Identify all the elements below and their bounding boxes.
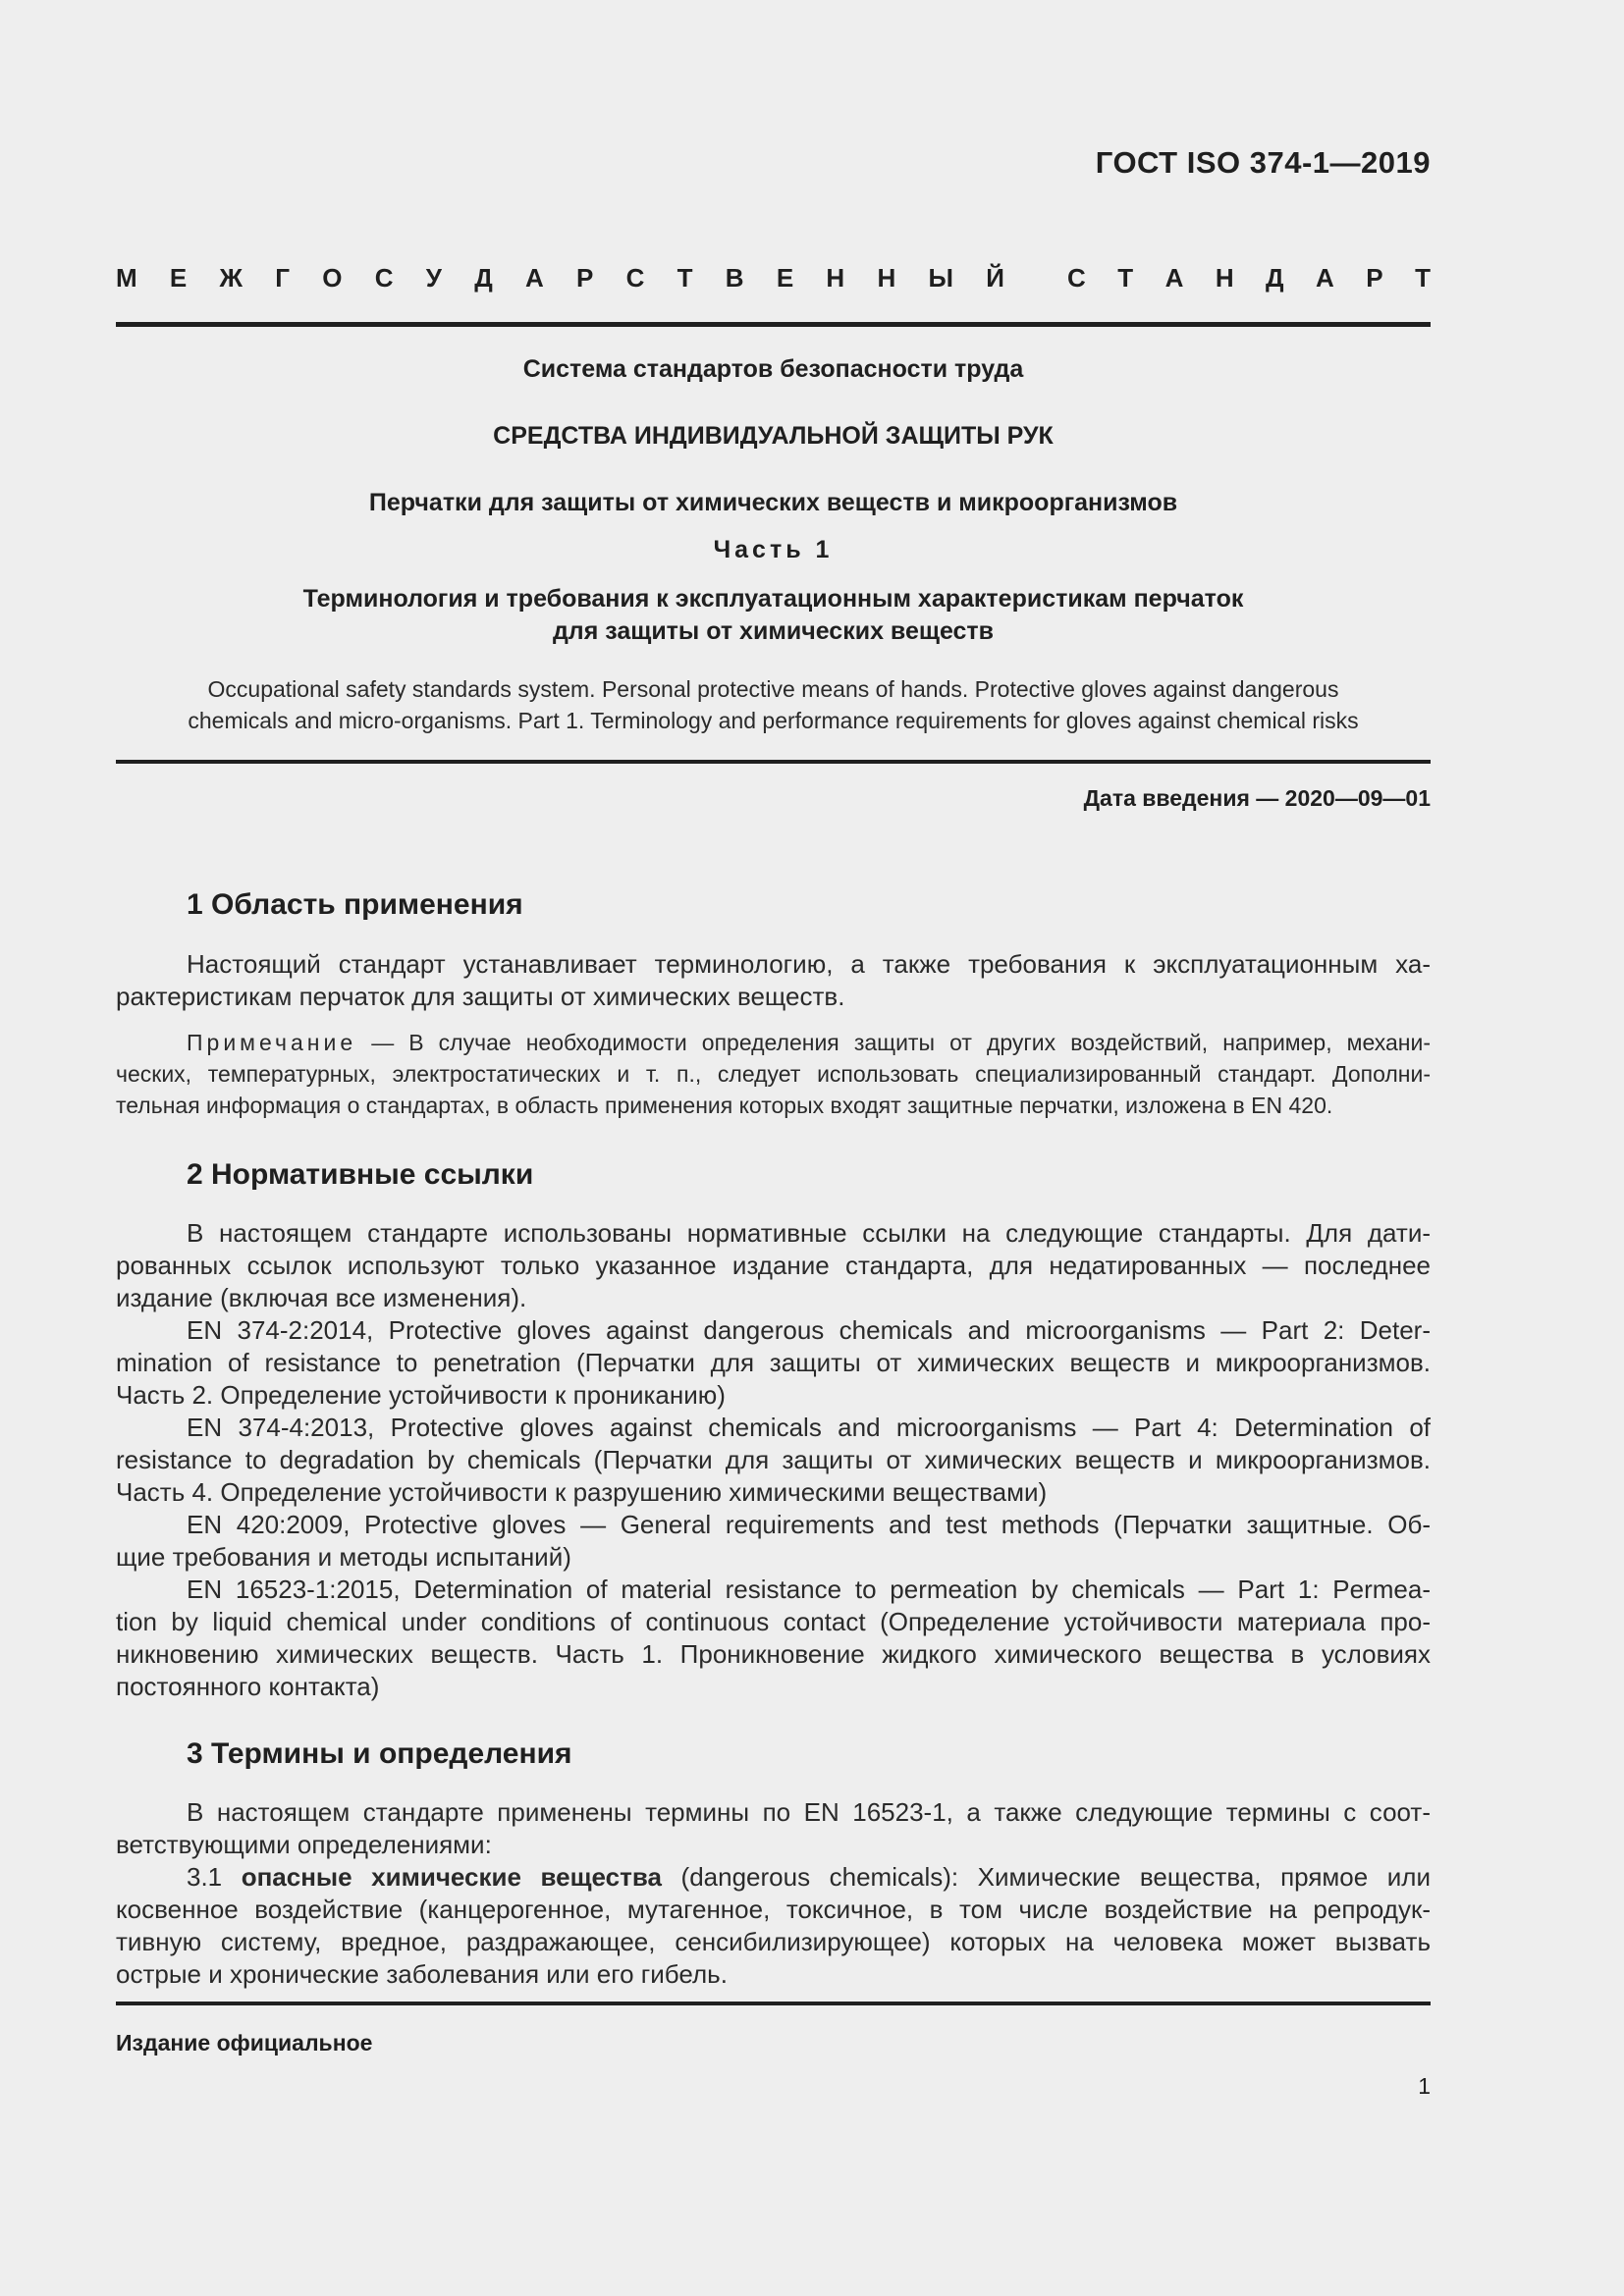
section2-line: EN 420:2009, Protective gloves — General requirements and test methods (Перчатки защитные. Об- [187,1510,1431,1539]
section2-line: Часть 4. Определение устойчивости к разрушению химическими веществами) [116,1477,1048,1507]
kind-letter: О [322,263,343,293]
section3-line: ветствующими определениями: [116,1830,492,1859]
kind-letter: С [625,263,645,293]
kind-letter: У [425,263,442,293]
section2-line: EN 374-4:2013, Protective gloves against chemicals and microorganisms — Part 4: Determination of [187,1413,1431,1442]
section2-line: рованных ссылок используют только указанное издание стандарта, для недатированных — последнее [116,1251,1431,1280]
title-divider [116,760,1431,764]
section1-line: Настоящий стандарт устанавливает терминологию, а также требования к эксплуатационным ха- [187,949,1431,979]
section2-line: EN 16523-1:2015, Determination of material resistance to permeation by chemicals — Part 1: Permea- [187,1575,1431,1604]
section1-paragraph [116,948,1431,1013]
kind-letter: В [725,263,744,293]
kind-letter: Й [986,263,1004,293]
section2-body [116,1217,1431,1703]
page-number: 1 [1418,2073,1431,2099]
note-label: Примечание [187,1030,357,1055]
kind-letter: Ы [928,263,953,293]
standard-kind-word2 [1067,263,1431,294]
section2-line: resistance to degradation by chemicals (Перчатки для защиты от химических веществ и микроорганизмов. [116,1445,1431,1474]
title-terminology-line2: для защиты от химических веществ [552,617,995,645]
kind-letter: Р [1366,263,1383,293]
edition-label: Издание официальное [116,2030,373,2056]
section3-line: В настоящем стандарте применены термины по EN 16523-1, а также следующие термины с соот- [187,1797,1431,1827]
title-gloves: Перчатки для защиты от химических веществ и микроорганизмов [368,489,1178,516]
kind-letter: Р [576,263,594,293]
kind-letter: Т [677,263,693,293]
title-part: Часть 1 [713,536,834,563]
term-definition: (dangerous chemicals): Химические вещества, прямое или [661,1862,1431,1892]
title-english-line2: chemicals and micro-organisms. Part 1. Terminology and performance requirements for gloves against chemical risks [188,708,1359,733]
section3-heading: 3 Термины и определения [187,1737,572,1770]
section3-body [116,1796,1431,1991]
title-means: СРЕДСТВА ИНДИВИДУАЛЬНОЙ ЗАЩИТЫ РУК [493,422,1054,450]
section2-line: mination of resistance to penetration (Перчатки для защиты от химических веществ и микроорганизмов. [116,1348,1431,1377]
section2-heading: 2 Нормативные ссылки [187,1158,534,1191]
title-english-line1: Occupational safety standards system. Personal protective means of hands. Protective gloves against dangerous [207,676,1339,702]
title-terminology-line1: Терминология и требования к эксплуатационным характеристикам перчаток [302,585,1244,613]
section2-line: постоянного контакта) [116,1672,380,1701]
document-page [116,0,1431,2296]
standard-kind [116,263,1431,294]
document-number: ГОСТ ISO 374-1—2019 [1095,145,1431,180]
section3-line: тивную систему, вредное, раздражающее, сенсибилизирующее) которых на человека может вызвать [116,1927,1431,1956]
section2-line: EN 374-2:2014, Protective gloves against dangerous chemicals and microorganisms — Part 2: Deter- [187,1315,1431,1345]
title-system: Система стандартов безопасности труда [522,355,1024,383]
section3-line: косвенное воздействие (канцерогенное, мутагенное, токсичное, в том числе воздействие на репродук- [116,1895,1431,1924]
section1-heading: 1 Область применения [187,888,523,921]
top-divider [116,322,1431,327]
note-text: — В случае необходимости определения защиты от других воздействий, например, механи- [356,1030,1431,1055]
title-terminology [116,583,1431,648]
term-name: опасные химические вещества [241,1862,662,1892]
kind-letter: А [1316,263,1334,293]
kind-letter: Д [474,263,493,293]
standard-kind-word1 [116,263,1004,294]
kind-letter: Е [169,263,188,293]
kind-letter: Г [275,263,291,293]
section2-line: tion by liquid chemical under conditions of continuous contact (Определение устойчивости материала про- [116,1607,1431,1636]
section3-line: острые и хронические заболевания или его гибель. [116,1959,728,1989]
term-number: 3.1 [187,1862,242,1892]
note-line: ческих, температурных, электростатических и т. п., следует использовать специализированный стандарт. Дополни- [116,1061,1431,1087]
section2-line: В настоящем стандарте использованы нормативные ссылки на следующие стандарты. Для дати- [187,1218,1431,1248]
kind-letter: Т [1117,263,1134,293]
kind-letter: Ж [219,263,244,293]
kind-letter: А [525,263,544,293]
section2-line: издание (включая все изменения). [116,1283,527,1312]
kind-letter: Д [1266,263,1284,293]
section1-note [116,1027,1431,1121]
kind-letter: Н [1215,263,1234,293]
kind-letter: Т [1415,263,1431,293]
kind-letter: М [116,263,137,293]
introduction-date: Дата введения — 2020—09—01 [1083,785,1431,811]
kind-letter: С [374,263,394,293]
kind-letter: А [1164,263,1184,293]
section1-line: рактеристикам перчаток для защиты от химических веществ. [116,982,845,1011]
section2-line: Часть 2. Определение устойчивости к прониканию) [116,1380,726,1410]
kind-letter: Н [826,263,845,293]
section2-line: никновению химических веществ. Часть 1. Проникновение жидкого химического вещества в условиях [116,1639,1431,1669]
bottom-divider [116,2002,1431,2005]
section2-line: щие требования и методы испытаний) [116,1542,571,1572]
term-definition-line [116,1861,1431,1894]
title-english [116,673,1431,736]
kind-letter: С [1067,263,1086,293]
kind-letter: Н [877,263,896,293]
kind-letter: Е [776,263,794,293]
note-line: тельная информация о стандартах, в область применения которых входят защитные перчатки, изложена в EN 420. [116,1093,1333,1118]
note-line [116,1027,1431,1058]
